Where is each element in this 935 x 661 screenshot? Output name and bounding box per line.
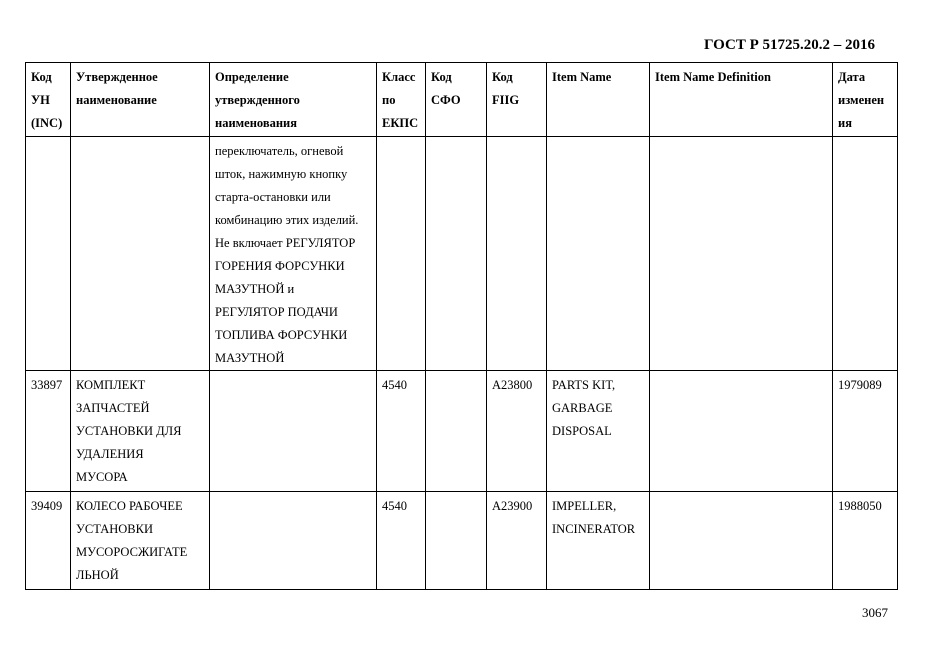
cell-item-definition xyxy=(650,492,833,590)
cell-date: 1988050 xyxy=(833,492,898,590)
col-header-approved-name: Утвержденное наименование xyxy=(71,63,210,137)
cell-definition xyxy=(210,492,377,590)
col-header-item-name: Item Name xyxy=(547,63,650,137)
cell-inc: 39409 xyxy=(26,492,71,590)
cell-inc: 33897 xyxy=(26,371,71,492)
cell-fiig xyxy=(487,137,547,371)
cell-item-definition xyxy=(650,371,833,492)
cell-fiig: A23800 xyxy=(487,371,547,492)
cell-fiig: A23900 xyxy=(487,492,547,590)
header-row xyxy=(26,63,898,137)
cell-class: 4540 xyxy=(377,492,426,590)
cell-sfo xyxy=(426,492,487,590)
cell-item-name xyxy=(547,137,650,371)
cell-definition xyxy=(210,371,377,492)
standard-code: ГОСТ Р 51725.20.2 – 2016 xyxy=(704,37,876,53)
cell-item-name: IMPELLER, INCINERATOR xyxy=(547,492,650,590)
table-row xyxy=(26,137,898,371)
col-header-fiig: Код FIIG xyxy=(487,63,547,137)
page-number: 3067 xyxy=(862,605,888,620)
items-table xyxy=(25,62,898,590)
cell-item-name: PARTS KIT, GARBAGE DISPOSAL xyxy=(547,371,650,492)
col-header-inc: Код УН (INC) xyxy=(26,63,71,137)
cell-date: 1979089 xyxy=(833,371,898,492)
cell-sfo xyxy=(426,371,487,492)
cell-name xyxy=(71,137,210,371)
col-header-date: Дата изменен ия xyxy=(833,63,898,137)
col-header-class: Класс по ЕКПС xyxy=(377,63,426,137)
cell-inc xyxy=(26,137,71,371)
table-row xyxy=(26,492,898,590)
col-header-item-definition: Item Name Definition xyxy=(650,63,833,137)
cell-name: КОМПЛЕКТ ЗАПЧАСТЕЙ УСТАНОВКИ ДЛЯ УДАЛЕНИЯ МУСОРА xyxy=(71,371,210,492)
table-row xyxy=(26,371,898,492)
cell-class xyxy=(377,137,426,371)
cell-definition: переключатель, огневой шток, нажимную кнопку старта-остановки или комбинацию этих изделий. Не включает РЕГУЛЯТОР ГОРЕНИЯ ФОРСУНКИ МАЗУТНОЙ и РЕГУЛЯТОР ПОДАЧИ ТОПЛИВА ФОРСУНКИ МАЗУТНОЙ xyxy=(210,137,377,371)
cell-class: 4540 xyxy=(377,371,426,492)
cell-item-definition xyxy=(650,137,833,371)
col-header-definition: Определение утвержденного наименования xyxy=(210,63,377,137)
cell-sfo xyxy=(426,137,487,371)
cell-name: КОЛЕСО РАБОЧЕЕ УСТАНОВКИ МУСОРОСЖИГАТЕ ЛЬНОЙ xyxy=(71,492,210,590)
col-header-sfo: Код СФО xyxy=(426,63,487,137)
cell-date xyxy=(833,137,898,371)
